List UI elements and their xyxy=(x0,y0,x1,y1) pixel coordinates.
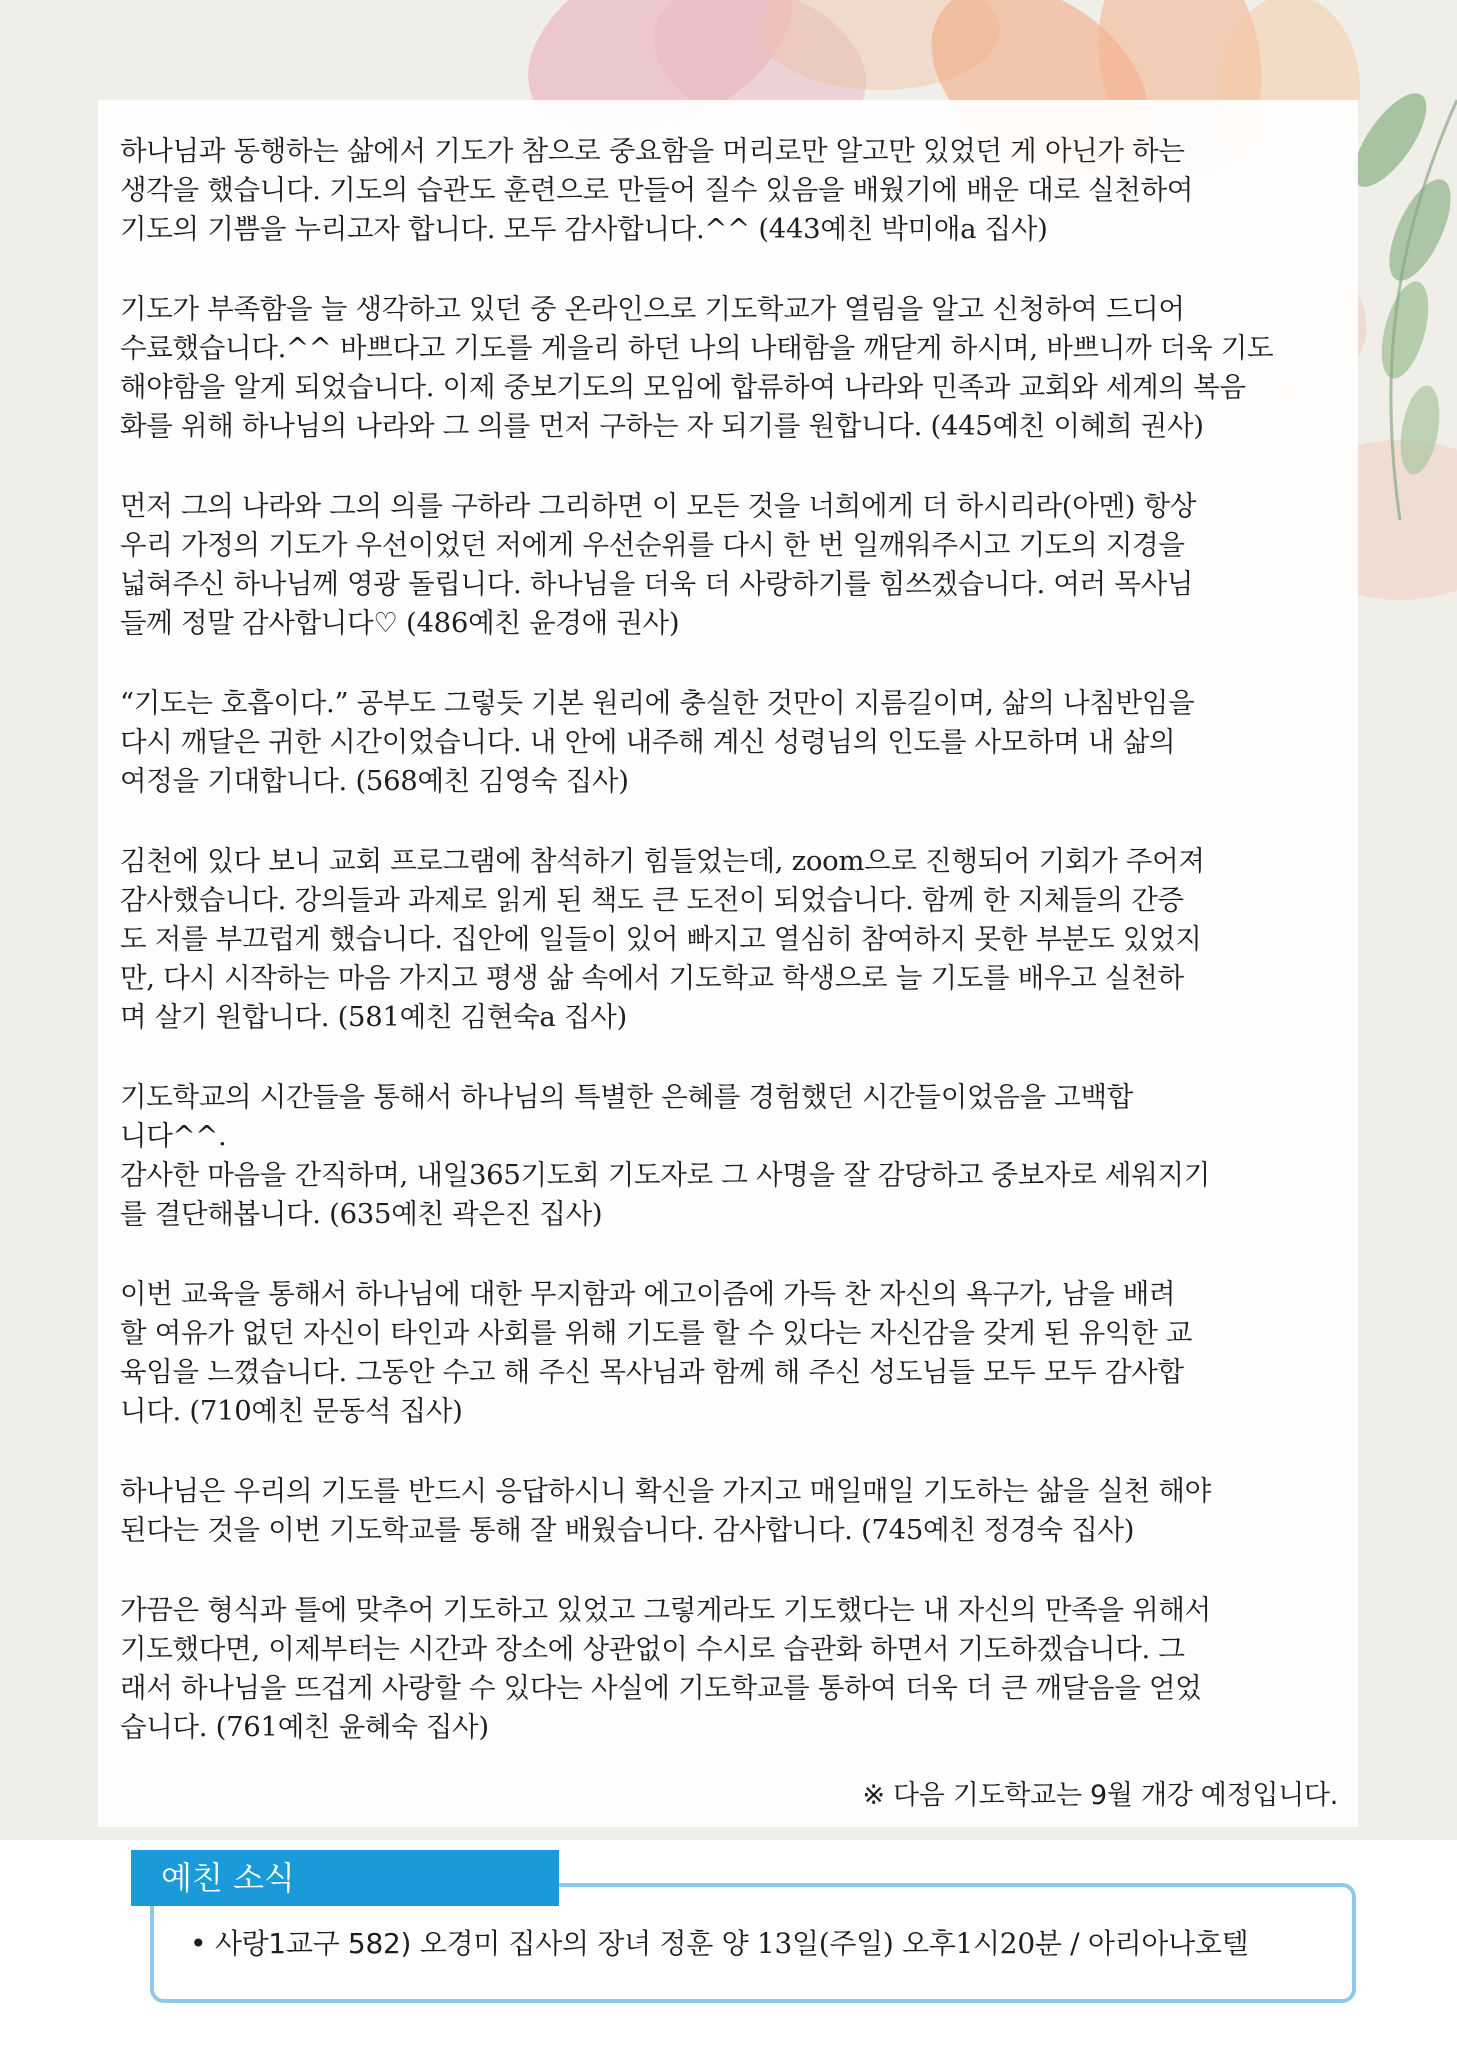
paragraph-line: 하나님은 우리의 기도를 반드시 응답하시니 확신을 가지고 매일매일 기도하는 삶을 실천 해야 xyxy=(120,1475,1211,1507)
paragraph-line: 며 살기 원합니다. (581예친 김현숙a 집사) xyxy=(120,1001,627,1033)
testimonial-paragraph xyxy=(120,842,1338,1037)
paragraph-line: 넓혀주신 하나님께 영광 돌립니다. 하나님을 더욱 더 사랑하기를 힘쓰겠습니다. 여러 목사님 xyxy=(120,568,1194,600)
testimonial-paragraph xyxy=(120,132,1338,249)
paragraph-line: 육임을 느꼈습니다. 그동안 수고 해 주신 목사님과 함께 해 주신 성도님들 모두 모두 감사합 xyxy=(120,1356,1184,1388)
testimonial-paragraph xyxy=(120,290,1338,446)
news-header: 예친 소식 xyxy=(131,1850,559,1906)
paragraph-line: 화를 위해 하나님의 나라와 그 의를 먼저 구하는 자 되기를 원합니다. (445예친 이혜희 권사) xyxy=(120,410,1204,442)
paragraph-line: 도 저를 부끄럽게 했습니다. 집안에 일들이 있어 빠지고 열심히 참여하지 못한 부분도 있었지 xyxy=(120,923,1202,955)
paragraph-line: 니다^^. xyxy=(120,1120,227,1152)
news-item-lead: • 사랑1교구 582) xyxy=(190,1927,412,1960)
testimonial-paragraph xyxy=(120,1472,1338,1550)
paragraph-line: 습니다. (761예친 윤혜숙 집사) xyxy=(120,1711,489,1743)
paragraph-line: 생각을 했습니다. 기도의 습관도 훈련으로 만들어 질수 있음을 배웠기에 배운 대로 실천하여 xyxy=(120,174,1194,206)
testimonial-paragraph xyxy=(120,487,1338,643)
paragraph-line: 기도의 기쁨을 누리고자 합니다. 모두 감사합니다.^^ (443예친 박미애a 집사) xyxy=(120,213,1048,245)
next-session-note: ※ 다음 기도학교는 9월 개강 예정입니다. xyxy=(862,1780,1338,1811)
paragraph-line: 기도가 부족함을 늘 생각하고 있던 중 온라인으로 기도학교가 열림을 알고 신청하여 드디어 xyxy=(120,293,1185,325)
paragraph-line: 해야함을 알게 되었습니다. 이제 중보기도의 모임에 합류하여 나라와 민족과 교회와 세계의 복음 xyxy=(120,371,1246,403)
paragraph-line: 김천에 있다 보니 교회 프로그램에 참석하기 힘들었는데, zoom으로 진행되어 기회가 주어져 xyxy=(120,845,1205,877)
paragraph-line: 들께 정말 감사합니다♡ (486예친 윤경애 권사) xyxy=(120,607,680,639)
paragraph-line: 다시 깨달은 귀한 시간이었습니다. 내 안에 내주해 계신 성령님의 인도를 사모하며 내 삶의 xyxy=(120,726,1176,758)
paragraph-line: 여정을 기대합니다. (568예친 김영숙 집사) xyxy=(120,765,629,797)
testimonial-paragraph xyxy=(120,1591,1338,1747)
news-item-text: 오경미 집사의 장녀 정훈 양 13일(주일) 오후1시20분 / 아리아나호텔 xyxy=(411,1927,1249,1960)
paragraph-line: 래서 하나님을 뜨겁게 사랑할 수 있다는 사실에 기도학교를 통하여 더욱 더 큰 깨달음을 얻었 xyxy=(120,1672,1202,1704)
paragraph-line: 니다. (710예친 문동석 집사) xyxy=(120,1395,463,1427)
paragraph-line: 먼저 그의 나라와 그의 의를 구하라 그리하면 이 모든 것을 너희에게 더 하시리라(아멘) 항상 xyxy=(120,490,1197,522)
paragraph-line: 감사했습니다. 강의들과 과제로 읽게 된 책도 큰 도전이 되었습니다. 함께 한 지체들의 간증 xyxy=(120,884,1184,916)
paragraph-line: 할 여유가 없던 자신이 타인과 사회를 위해 기도를 할 수 있다는 자신감을 갖게 된 유익한 교 xyxy=(120,1317,1193,1349)
testimonials-list xyxy=(120,132,1338,1815)
paragraph-line: “기도는 호흡이다.” 공부도 그렇듯 기본 원리에 충실한 것만이 지름길이며, 삶의 나침반임을 xyxy=(120,687,1195,719)
paragraph-line: 된다는 것을 이번 기도학교를 통해 잘 배웠습니다. 감사합니다. (745예친 정경숙 집사) xyxy=(120,1514,1135,1546)
testimonial-paragraph xyxy=(120,1078,1338,1234)
paragraph-line: 가끔은 형식과 틀에 맞추어 기도하고 있었고 그렇게라도 기도했다는 내 자신의 만족을 위해서 xyxy=(120,1594,1211,1626)
paragraph-line: 하나님과 동행하는 삶에서 기도가 참으로 중요함을 머리로만 알고만 있었던 게 아닌가 하는 xyxy=(120,135,1185,167)
news-item xyxy=(190,1922,1248,1962)
paragraph-line: 우리 가정의 기도가 우선이었던 저에게 우선순위를 다시 한 번 일깨워주시고 기도의 지경을 xyxy=(120,529,1185,561)
paragraph-line: 감사한 마음을 간직하며, 내일365기도회 기도자로 그 사명을 잘 감당하고 중보자로 세워지기 xyxy=(120,1159,1210,1191)
paragraph-line: 기도했다면, 이제부터는 시간과 장소에 상관없이 수시로 습관화 하면서 기도하겠습니다. 그 xyxy=(120,1633,1185,1665)
testimonial-paragraph xyxy=(120,684,1338,801)
paragraph-line: 기도학교의 시간들을 통해서 하나님의 특별한 은혜를 경험했던 시간들이었음을 고백합 xyxy=(120,1081,1134,1113)
paragraph-line: 만, 다시 시작하는 마음 가지고 평생 삶 속에서 기도학교 학생으로 늘 기도를 배우고 실천하 xyxy=(120,962,1184,994)
paragraph-line: 를 결단해봅니다. (635예친 곽은진 집사) xyxy=(120,1198,603,1230)
testimonial-paragraph xyxy=(120,1275,1338,1431)
paragraph-line: 수료했습니다.^^ 바쁘다고 기도를 게을리 하던 나의 나태함을 깨닫게 하시며, 바쁘니까 더욱 기도 xyxy=(120,332,1274,364)
paragraph-line: 이번 교육을 통해서 하나님에 대한 무지함과 에고이즘에 가득 찬 자신의 욕구가, 남을 배려 xyxy=(120,1278,1176,1310)
